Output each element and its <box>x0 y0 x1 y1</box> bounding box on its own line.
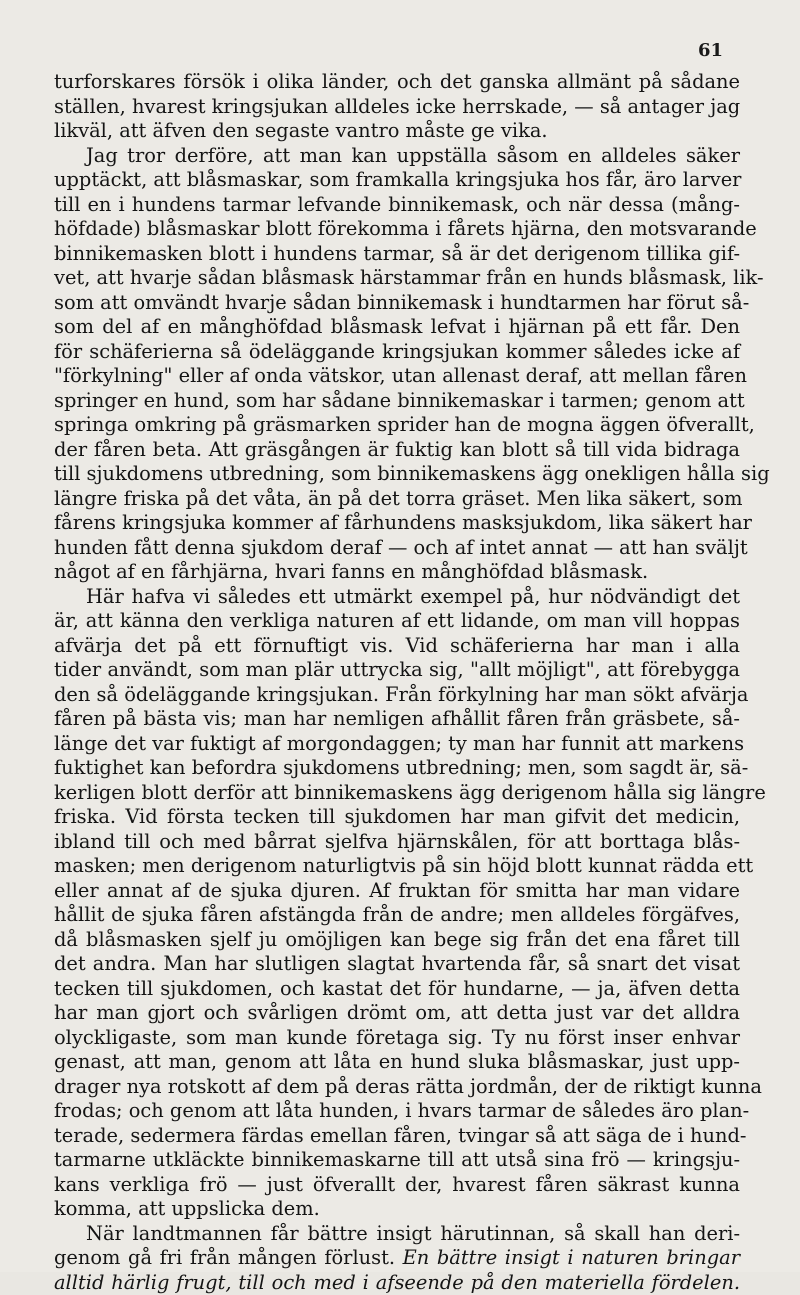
text-line-content: eller annat af de sjuka djuren. Af fruktan för smitta har man vidare <box>54 879 740 902</box>
text-line <box>54 119 740 144</box>
text-line-content: terade, sedermera färdas emellan fåren, tvingar så att säga de i hund- <box>54 1124 746 1147</box>
text-line <box>54 168 740 193</box>
text-line <box>54 511 740 536</box>
text-line <box>54 560 740 585</box>
text-line <box>54 609 740 634</box>
text-line-content: genast, att man, genom att låta en hund sluka blåsmaskar, just upp- <box>54 1050 740 1073</box>
text-line-content: hunden fått denna sjukdom deraf — och af intet annat — att han sväljt <box>54 536 748 559</box>
text-line-content: Här hafva vi således ett utmärkt exempel på, hur nödvändigt det <box>86 585 740 608</box>
page-number: 61 <box>698 40 723 61</box>
text-line-content: vet, att hvarje sådan blåsmask härstammar från en hunds blåsmask, lik- <box>54 266 764 289</box>
text-line-content: något af en fårhjärna, hvari fanns en månghöfdad blåsmask. <box>54 560 648 583</box>
text-line <box>54 781 740 806</box>
text-line <box>54 952 740 977</box>
text-line <box>54 1246 740 1271</box>
text-line-content: genom gå fri från mången förlust. <box>54 1246 395 1269</box>
text-line <box>54 879 740 904</box>
text-line-content: är, att känna den verkliga naturen af ett lidande, om man vill hoppas <box>54 609 740 632</box>
text-line <box>54 462 740 487</box>
text-line-content: fårens kringsjuka kommer af fårhundens masksjukdom, lika säkert har <box>54 511 752 534</box>
text-line-content: komma, att uppslicka dem. <box>54 1197 320 1220</box>
text-line-content: kerligen blott derför att binnikemaskens ägg derigenom hålla sig längre <box>54 781 766 804</box>
text-line <box>54 830 740 855</box>
text-line-content: tarmarne utkläckte binnikemaskarne till att utså sina frö — kringsju- <box>54 1148 740 1171</box>
text-line-content: ibland till och med bårrat sjelfva hjärnskålen, för att borttaga blås- <box>54 830 740 853</box>
text-line-italic: alltid härlig frugt, till och med i afseende på den materiella fördelen. <box>54 1271 740 1295</box>
text-line <box>54 1222 740 1247</box>
text-line-content: Jag tror derföre, att man kan uppställa såsom en alldeles säker <box>86 144 740 167</box>
text-line <box>54 977 740 1002</box>
text-line-content: likväl, att äfven den segaste vantro måste ge vika. <box>54 119 548 142</box>
text-line <box>54 683 740 708</box>
text-line-content: tecken till sjukdomen, och kastat det för hundarne, — ja, äfven detta <box>54 977 740 1000</box>
text-line-content: fuktighet kan befordra sjukdomens utbredning; men, som sagdt är, sä- <box>54 756 748 779</box>
text-line <box>54 658 740 683</box>
text-line <box>54 487 740 512</box>
text-line <box>54 315 740 340</box>
text-line <box>54 1050 740 1075</box>
text-line-content: afvärja det på ett förnuftigt vis. Vid schäferierna har man i alla <box>54 634 740 657</box>
text-line <box>54 1148 740 1173</box>
text-line <box>54 389 740 414</box>
text-line <box>54 732 740 757</box>
text-line-content: för schäferierna så ödeläggande kringsjukan kommer således icke af <box>54 340 740 363</box>
text-line-content: längre friska på det våta, än på det torra gräset. Men lika säkert, som <box>54 487 743 510</box>
text-line-content: der fåren beta. Att gräsgången är fuktig kan blott så till vida bidraga <box>54 438 740 461</box>
text-line <box>54 854 740 879</box>
body-text <box>54 70 740 1295</box>
text-line-content: springer en hund, som har sådane binnikemaskar i tarmen; genom att <box>54 389 745 412</box>
text-line <box>54 266 740 291</box>
text-line-content: masken; men derigenom naturligtvis på sin höjd blott kunnat rädda ett <box>54 854 753 877</box>
text-line-content: kans verkliga frö — just öfverallt der, hvarest fåren säkrast kunna <box>54 1173 740 1196</box>
text-line <box>54 1197 740 1222</box>
text-line <box>54 438 740 463</box>
text-line <box>54 928 740 953</box>
text-line-content: som del af en månghöfdad blåsmask lefvat i hjärnan på ett får. Den <box>54 315 740 338</box>
text-line <box>54 413 740 438</box>
text-line-content: tider användt, som man plär uttrycka sig, "allt möjligt", att förebygga <box>54 658 740 681</box>
text-line-content: hållit de sjuka fåren afstängda från de andre; men alldeles förgäfves, <box>54 903 740 926</box>
text-line <box>54 340 740 365</box>
text-line <box>54 217 740 242</box>
text-line-content: springa omkring på gräsmarken sprider han de mogna äggen öfverallt, <box>54 413 755 436</box>
text-line-content: den så ödeläggande kringsjukan. Från förkylning har man sökt afvärja <box>54 683 748 706</box>
text-line <box>54 903 740 928</box>
text-line <box>54 144 740 169</box>
text-line-content: som att omvändt hvarje sådan binnikemask i hundtarmen har förut så- <box>54 291 749 314</box>
text-line-content: det andra. Man har slutligen slagtat hvartenda får, så snart det visat <box>54 952 740 975</box>
text-line-content: har man gjort och svårligen drömt om, att detta just var det alldra <box>54 1001 740 1024</box>
text-line <box>54 805 740 830</box>
text-line <box>54 707 740 732</box>
text-line-content: upptäckt, att blåsmaskar, som framkalla kringsjuka hos får, äro larver <box>54 168 741 191</box>
italic-phrase: En bättre insigt i naturen bringar <box>403 1246 740 1269</box>
text-line <box>54 1099 740 1124</box>
text-line-content: frodas; och genom att låta hunden, i hvars tarmar de således äro plan- <box>54 1099 749 1122</box>
text-line <box>54 1124 740 1149</box>
text-line-content: till en i hundens tarmar lefvande binnikemask, och när dessa (mång- <box>54 193 740 216</box>
text-line <box>54 95 740 120</box>
text-line <box>54 536 740 561</box>
text-line <box>54 291 740 316</box>
text-line-content: fåren på bästa vis; man har nemligen afhållit fåren från gräsbete, så- <box>54 707 740 730</box>
text-line <box>54 1075 740 1100</box>
text-line <box>54 1173 740 1198</box>
text-line <box>54 193 740 218</box>
text-line-content: länge det var fuktigt af morgondaggen; ty man har funnit att markens <box>54 732 744 755</box>
text-line-content: När landtmannen får bättre insigt härutinnan, så skall han deri- <box>86 1222 740 1245</box>
text-line <box>54 70 740 95</box>
text-line-content: binnikemasken blott i hundens tarmar, så är det derigenom tillika gif- <box>54 242 740 265</box>
text-line-content: friska. Vid första tecken till sjukdomen har man gifvit det medicin, <box>54 805 740 828</box>
text-line <box>54 1026 740 1051</box>
text-line <box>54 585 740 610</box>
text-line-content: olyckligaste, som man kunde företaga sig. Ty nu först inser enhvar <box>54 1026 740 1049</box>
text-line <box>54 242 740 267</box>
text-line-content: då blåsmasken sjelf ju omöjligen kan bege sig från det ena fåret till <box>54 928 740 951</box>
text-line <box>54 756 740 781</box>
text-line <box>54 1001 740 1026</box>
text-line <box>54 634 740 659</box>
text-line-content: till sjukdomens utbredning, som binnikemaskens ägg onekligen hålla sig <box>54 462 770 485</box>
text-line-content: "förkylning" eller af onda vätskor, utan allenast deraf, att mellan fåren <box>54 364 747 387</box>
text-line-content: turforskares försök i olika länder, och det ganska allmänt på sådane <box>54 70 740 93</box>
text-line-content: höfdade) blåsmaskar blott förekomma i fårets hjärna, den motsvarande <box>54 217 757 240</box>
text-line-content: drager nya rotskott af dem på deras rätta jordmån, der de riktigt kunna <box>54 1075 762 1098</box>
text-line <box>54 364 740 389</box>
text-line-content: ställen, hvarest kringsjukan alldeles icke herrskade, — så antager jag <box>54 95 740 118</box>
